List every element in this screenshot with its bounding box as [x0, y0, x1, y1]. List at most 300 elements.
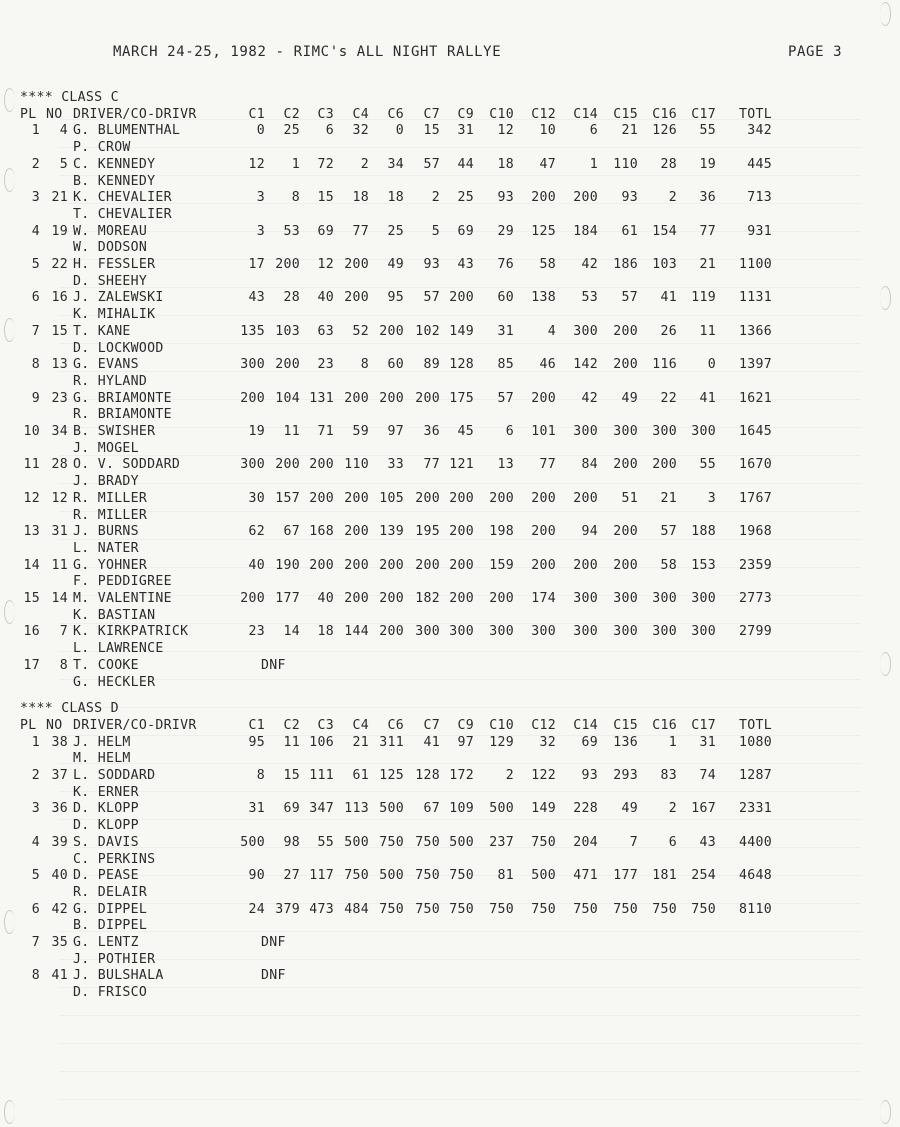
col-score-header: C1	[248, 717, 265, 733]
control-score-cell: 119	[691, 290, 716, 306]
control-score-cell: 200	[309, 457, 334, 473]
control-score-cell: 49	[621, 801, 638, 817]
col-score-header: TOTL	[739, 106, 772, 122]
control-score-cell: 122	[531, 768, 556, 784]
control-score-cell: 11	[283, 734, 300, 750]
control-score-cell: 500	[379, 801, 404, 817]
control-score-cell: 300	[613, 424, 638, 439]
control-score-cell: 57	[497, 390, 514, 406]
codriver-row	[0, 985, 900, 1001]
control-score-cell: 204	[573, 834, 598, 850]
control-score-cell: 1	[291, 156, 300, 172]
control-score-cell: 8	[256, 768, 265, 784]
control-score-cell: 159	[489, 557, 514, 573]
result-row	[0, 123, 900, 139]
control-score-cell: 311	[379, 734, 404, 750]
control-score-cell: 93	[581, 768, 598, 784]
codriver-row	[0, 307, 900, 323]
control-score-cell: 69	[581, 734, 598, 750]
control-score-cell: 300	[240, 457, 265, 473]
control-score-cell: 200	[344, 290, 369, 306]
control-score-cell: 76	[497, 257, 514, 272]
control-score-cell: 200	[379, 624, 404, 640]
control-score-cell: 18	[317, 624, 334, 640]
result-row	[0, 524, 900, 540]
result-row	[0, 935, 900, 951]
driver-name: J. BURNS	[73, 524, 139, 540]
control-score-cell: 77	[423, 457, 440, 473]
control-score-cell: 4	[547, 323, 556, 339]
control-score-cell: 153	[691, 557, 716, 573]
control-score-cell: 200	[344, 557, 369, 573]
codriver-name: K. MIHALIK	[73, 307, 156, 323]
control-score-cell: 125	[379, 768, 404, 784]
control-score-cell: 93	[423, 257, 440, 272]
control-score-cell: 89	[423, 357, 440, 373]
place-cell: 16	[23, 624, 40, 640]
total-cell: 342	[747, 123, 772, 139]
codriver-name: L. NATER	[73, 540, 139, 556]
control-score-cell: 198	[489, 524, 514, 540]
control-score-cell: 200	[379, 557, 404, 573]
control-score-cell: 750	[379, 901, 404, 917]
control-score-cell: 110	[344, 457, 369, 473]
codriver-row	[0, 274, 900, 290]
control-score-cell: 2	[668, 801, 677, 817]
control-score-cell: 300	[449, 624, 474, 640]
result-row	[0, 190, 900, 206]
col-pl-header: PL	[20, 106, 37, 122]
place-cell: 7	[31, 935, 40, 951]
control-score-cell: 21	[352, 734, 369, 750]
car-number-cell: 37	[51, 768, 68, 784]
col-score-header: C6	[387, 717, 404, 733]
class-heading-text: **** CLASS D	[20, 701, 119, 717]
control-score-cell: 57	[423, 290, 440, 306]
control-score-cell: 31	[699, 734, 716, 750]
driver-name: W. MOREAU	[73, 223, 148, 239]
driver-name: S. DAVIS	[73, 834, 139, 850]
control-score-cell: 750	[379, 834, 404, 850]
col-score-header: C10	[489, 106, 514, 122]
codriver-name: R. BRIAMONTE	[73, 407, 172, 423]
control-score-cell: 200	[449, 591, 474, 606]
control-score-cell: 228	[573, 801, 598, 817]
control-score-cell: 500	[531, 868, 556, 884]
result-row	[0, 735, 900, 751]
control-score-cell: 32	[539, 734, 556, 750]
control-score-cell: 300	[691, 624, 716, 640]
control-score-cell: 200	[275, 457, 300, 473]
codriver-name: L. LAWRENCE	[73, 641, 164, 657]
control-score-cell: 149	[449, 323, 474, 339]
place-cell: 13	[23, 524, 40, 540]
control-score-cell: 19	[699, 156, 716, 172]
codriver-row	[0, 407, 900, 423]
col-driver-header: DRIVER/CO-DRIVR	[73, 106, 197, 122]
codriver-name: D. KLOPP	[73, 818, 139, 834]
col-score-header: C10	[489, 717, 514, 733]
control-score-cell: 200	[240, 591, 265, 606]
total-cell: 1131	[739, 290, 772, 306]
place-cell: 9	[31, 390, 40, 406]
control-score-cell: 25	[387, 223, 404, 239]
control-score-cell: 300	[573, 323, 598, 339]
control-score-cell: 94	[581, 524, 598, 540]
control-score-cell: 200	[449, 524, 474, 540]
control-score-cell: 5	[431, 223, 440, 239]
car-number-cell: 15	[51, 323, 68, 339]
car-number-cell: 21	[51, 190, 68, 206]
control-score-cell: 15	[283, 768, 300, 784]
car-number-cell: 35	[51, 935, 68, 951]
result-row	[0, 324, 900, 340]
control-score-cell: 135	[240, 323, 265, 339]
result-row	[0, 968, 900, 984]
control-score-cell: 293	[613, 768, 638, 784]
control-score-cell: 500	[489, 801, 514, 817]
control-score-cell: 157	[275, 490, 300, 506]
driver-name: D. PEASE	[73, 868, 139, 884]
col-score-header: C15	[613, 106, 638, 122]
control-score-cell: 200	[309, 490, 334, 506]
control-score-cell: 200	[613, 323, 638, 339]
codriver-row	[0, 952, 900, 968]
result-row	[0, 624, 900, 640]
control-score-cell: 62	[248, 524, 265, 540]
total-cell: 1397	[739, 357, 772, 373]
control-score-cell: 2	[668, 190, 677, 206]
control-score-cell: 128	[415, 768, 440, 784]
control-score-cell: 77	[352, 223, 369, 239]
control-score-cell: 57	[423, 156, 440, 172]
result-row	[0, 224, 900, 240]
total-cell: 1968	[739, 524, 772, 540]
class-heading	[0, 90, 900, 106]
control-score-cell: 41	[699, 390, 716, 406]
control-score-cell: 200	[531, 390, 556, 406]
control-score-cell: 500	[449, 834, 474, 850]
result-row	[0, 835, 900, 851]
control-score-cell: 200	[344, 390, 369, 406]
place-cell: 4	[31, 834, 40, 850]
control-score-cell: 93	[621, 190, 638, 206]
control-score-cell: 8	[291, 190, 300, 206]
total-cell: 1287	[739, 768, 772, 784]
control-score-cell: 182	[415, 591, 440, 606]
control-score-cell: 21	[660, 490, 677, 506]
control-score-cell: 0	[256, 123, 265, 139]
control-score-cell: 53	[581, 290, 598, 306]
control-score-cell: 2	[431, 190, 440, 206]
codriver-name: D. LOCKWOOD	[73, 340, 164, 356]
control-score-cell: 0	[707, 357, 716, 373]
class-heading	[0, 701, 900, 717]
car-number-cell: 4	[59, 123, 68, 139]
car-number-cell: 40	[51, 868, 68, 884]
codriver-name: J. MOGEL	[73, 440, 139, 456]
control-score-cell: 3	[256, 190, 265, 206]
car-number-cell: 31	[51, 524, 68, 540]
control-score-cell: 60	[497, 290, 514, 306]
control-score-cell: 138	[531, 290, 556, 306]
control-score-cell: 484	[344, 901, 369, 917]
control-score-cell: 136	[613, 734, 638, 750]
control-score-cell: 12	[497, 123, 514, 139]
control-score-cell: 750	[691, 901, 716, 917]
control-score-cell: 33	[387, 457, 404, 473]
car-number-cell: 8	[59, 657, 68, 673]
driver-name: J. BULSHALA	[73, 968, 164, 984]
control-score-cell: 750	[573, 901, 598, 917]
place-cell: 2	[31, 156, 40, 172]
control-score-cell: 200	[531, 490, 556, 506]
codriver-row	[0, 751, 900, 767]
control-score-cell: 200	[344, 257, 369, 272]
driver-name: G. EVANS	[73, 357, 139, 373]
total-cell: 1080	[739, 734, 772, 750]
control-score-cell: 95	[248, 734, 265, 750]
control-score-cell: 18	[387, 190, 404, 206]
control-score-cell: 750	[652, 901, 677, 917]
col-score-header: C9	[457, 717, 474, 733]
codriver-name: B. DIPPEL	[73, 918, 148, 934]
control-score-cell: 200	[573, 557, 598, 573]
control-score-cell: 300	[573, 591, 598, 606]
car-number-cell: 42	[51, 901, 68, 917]
control-score-cell: 43	[457, 257, 474, 272]
col-score-header: C17	[691, 717, 716, 733]
control-score-cell: 154	[652, 223, 677, 239]
control-score-cell: 200	[613, 524, 638, 540]
col-score-header: C12	[531, 717, 556, 733]
control-score-cell: 2	[505, 768, 514, 784]
control-score-cell: 113	[344, 801, 369, 817]
control-score-cell: 21	[621, 123, 638, 139]
control-score-cell: 142	[573, 357, 598, 373]
control-score-cell: 95	[387, 290, 404, 306]
codriver-row	[0, 341, 900, 357]
control-score-cell: 40	[248, 557, 265, 573]
control-score-cell: 379	[275, 901, 300, 917]
control-score-cell: 72	[317, 156, 334, 172]
control-score-cell: 15	[423, 123, 440, 139]
codriver-name: B. KENNEDY	[73, 173, 156, 189]
control-score-cell: 44	[457, 156, 474, 172]
control-score-cell: 121	[449, 457, 474, 473]
control-score-cell: 172	[449, 768, 474, 784]
col-score-header: C2	[283, 106, 300, 122]
car-number-cell: 28	[51, 457, 68, 473]
control-score-cell: 18	[352, 190, 369, 206]
control-score-cell: 750	[489, 901, 514, 917]
driver-name: T. COOKE	[73, 657, 139, 673]
control-score-cell: 200	[309, 557, 334, 573]
codriver-name: F. PEDDIGREE	[73, 574, 172, 590]
dnf-status: DNF	[261, 935, 286, 951]
control-score-cell: 190	[275, 557, 300, 573]
control-score-cell: 17	[248, 257, 265, 272]
control-score-cell: 14	[283, 624, 300, 640]
control-score-cell: 6	[589, 123, 598, 139]
control-score-cell: 97	[387, 424, 404, 439]
control-score-cell: 11	[699, 323, 716, 339]
control-score-cell: 117	[309, 868, 334, 884]
place-cell: 3	[31, 801, 40, 817]
total-cell: 1645	[739, 424, 772, 439]
driver-name: D. KLOPP	[73, 801, 139, 817]
control-score-cell: 8	[360, 357, 369, 373]
control-score-cell: 116	[652, 357, 677, 373]
driver-name: T. KANE	[73, 323, 131, 339]
car-number-cell: 14	[51, 591, 68, 606]
codriver-name: J. BRADY	[73, 474, 139, 490]
driver-name: G. BRIAMONTE	[73, 390, 172, 406]
control-score-cell: 195	[415, 524, 440, 540]
control-score-cell: 61	[621, 223, 638, 239]
control-score-cell: 200	[489, 591, 514, 606]
control-score-cell: 31	[497, 323, 514, 339]
codriver-name: J. POTHIER	[73, 951, 156, 967]
control-score-cell: 2	[360, 156, 369, 172]
result-row	[0, 257, 900, 273]
column-header-row	[0, 107, 900, 123]
control-score-cell: 32	[352, 123, 369, 139]
result-row	[0, 424, 900, 440]
driver-name: O. V. SODDARD	[73, 457, 181, 473]
codriver-name: R. HYLAND	[73, 373, 148, 389]
control-score-cell: 128	[449, 357, 474, 373]
driver-name: L. SODDARD	[73, 768, 156, 784]
codriver-row	[0, 508, 900, 524]
control-score-cell: 58	[539, 257, 556, 272]
control-score-cell: 111	[309, 768, 334, 784]
control-score-cell: 177	[275, 591, 300, 606]
dnf-status: DNF	[261, 657, 286, 673]
codriver-row	[0, 852, 900, 868]
result-row	[0, 491, 900, 507]
place-cell: 11	[23, 457, 40, 473]
total-cell: 445	[747, 156, 772, 172]
result-row	[0, 357, 900, 373]
control-score-cell: 3	[256, 223, 265, 239]
control-score-cell: 300	[691, 424, 716, 439]
codriver-row	[0, 608, 900, 624]
control-score-cell: 500	[344, 834, 369, 850]
control-score-cell: 200	[449, 557, 474, 573]
car-number-cell: 23	[51, 390, 68, 406]
driver-name: J. HELM	[73, 734, 131, 750]
codriver-row	[0, 574, 900, 590]
control-score-cell: 144	[344, 624, 369, 640]
result-row	[0, 157, 900, 173]
control-score-cell: 36	[423, 424, 440, 439]
codriver-name: D. SHEEHY	[73, 273, 148, 289]
control-score-cell: 181	[652, 868, 677, 884]
control-score-cell: 200	[344, 490, 369, 506]
control-score-cell: 84	[581, 457, 598, 473]
control-score-cell: 300	[531, 624, 556, 640]
result-row	[0, 290, 900, 306]
control-score-cell: 58	[660, 557, 677, 573]
col-score-header: C3	[317, 106, 334, 122]
codriver-row	[0, 641, 900, 657]
place-cell: 1	[31, 734, 40, 750]
control-score-cell: 102	[415, 323, 440, 339]
driver-name: G. BLUMENTHAL	[73, 123, 181, 139]
codriver-name: C. PERKINS	[73, 851, 156, 867]
col-score-header: C14	[573, 717, 598, 733]
control-score-cell: 139	[379, 524, 404, 540]
codriver-row	[0, 374, 900, 390]
control-score-cell: 55	[317, 834, 334, 850]
control-score-cell: 200	[531, 524, 556, 540]
control-score-cell: 125	[531, 223, 556, 239]
codriver-name: K. ERNER	[73, 784, 139, 800]
result-row	[0, 558, 900, 574]
car-number-cell: 13	[51, 357, 68, 373]
place-cell: 2	[31, 768, 40, 784]
control-score-cell: 473	[309, 901, 334, 917]
control-score-cell: 200	[531, 557, 556, 573]
control-score-cell: 23	[317, 357, 334, 373]
control-score-cell: 21	[699, 257, 716, 272]
car-number-cell: 34	[51, 424, 68, 439]
control-score-cell: 750	[415, 868, 440, 884]
col-score-header: C2	[283, 717, 300, 733]
driver-name: G. LENTZ	[73, 935, 139, 951]
col-score-header: C17	[691, 106, 716, 122]
control-score-cell: 200	[275, 257, 300, 272]
place-cell: 3	[31, 190, 40, 206]
driver-name: G. YOHNER	[73, 557, 148, 573]
control-score-cell: 61	[352, 768, 369, 784]
place-cell: 5	[31, 868, 40, 884]
codriver-name: T. CHEVALIER	[73, 206, 172, 222]
control-score-cell: 6	[505, 424, 514, 439]
control-score-cell: 55	[699, 123, 716, 139]
control-score-cell: 200	[415, 490, 440, 506]
car-number-cell: 7	[59, 624, 68, 640]
control-score-cell: 57	[621, 290, 638, 306]
result-row	[0, 902, 900, 918]
control-score-cell: 69	[317, 223, 334, 239]
control-score-cell: 175	[449, 390, 474, 406]
codriver-row	[0, 174, 900, 190]
control-score-cell: 174	[531, 591, 556, 606]
control-score-cell: 59	[352, 424, 369, 439]
control-score-cell: 53	[283, 223, 300, 239]
col-score-header: C7	[423, 106, 440, 122]
col-score-header: C15	[613, 717, 638, 733]
control-score-cell: 36	[699, 190, 716, 206]
control-score-cell: 47	[539, 156, 556, 172]
control-score-cell: 11	[283, 424, 300, 439]
total-cell: 1670	[739, 457, 772, 473]
control-score-cell: 85	[497, 357, 514, 373]
place-cell: 10	[23, 424, 40, 439]
codriver-name: M. HELM	[73, 751, 131, 767]
page-header	[0, 44, 900, 64]
control-score-cell: 41	[660, 290, 677, 306]
control-score-cell: 30	[248, 490, 265, 506]
control-score-cell: 200	[573, 190, 598, 206]
control-score-cell: 46	[539, 357, 556, 373]
codriver-row	[0, 207, 900, 223]
total-cell: 1767	[739, 490, 772, 506]
codriver-row	[0, 675, 900, 691]
control-score-cell: 200	[613, 457, 638, 473]
